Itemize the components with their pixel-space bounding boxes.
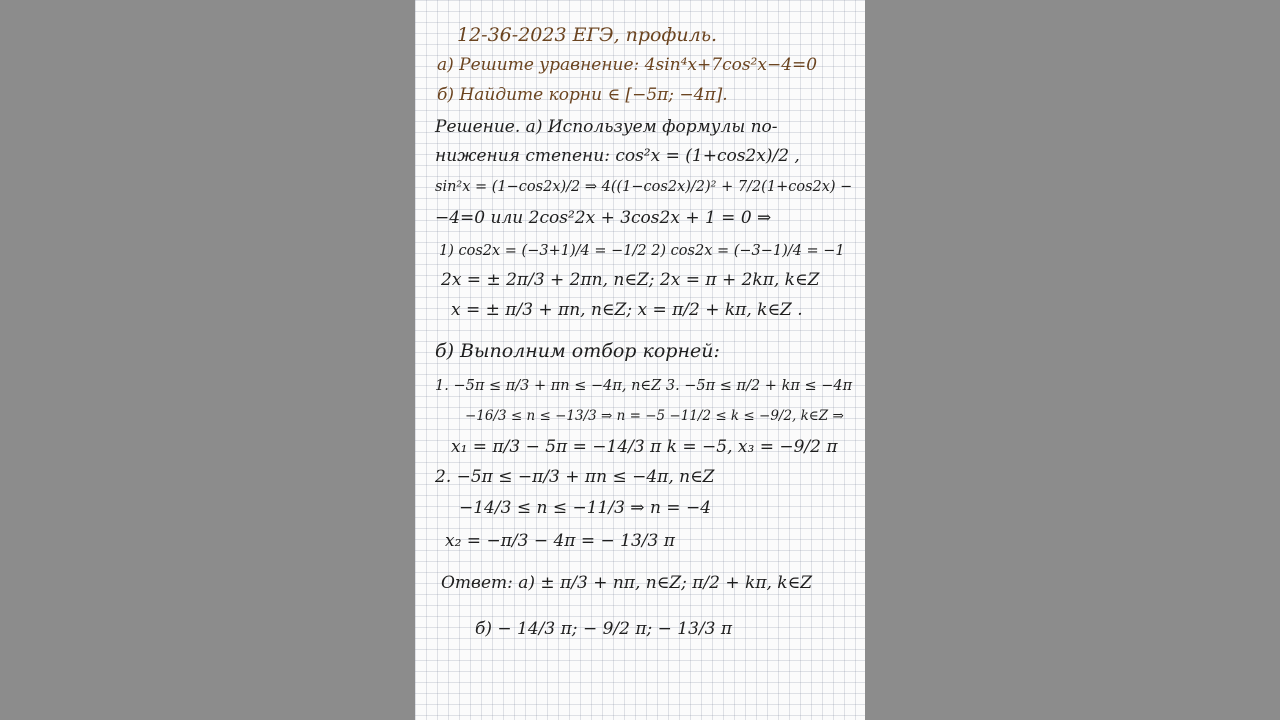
header-title: 12-36-2023 ЕГЭ, профиль. <box>457 24 718 46</box>
answer-a: Ответ: а) ± π/3 + nπ, n∈Z; π/2 + kπ, k∈Z <box>441 573 813 593</box>
selection-line-5: −14/3 ≤ n ≤ −11/3 ⇒ n = −4 <box>459 498 712 518</box>
selection-line-3: x₁ = π/3 − 5π = −14/3 π k = −5, x₃ = −9/2 π <box>451 437 838 457</box>
solution-line-5: 1) cos2x = (−3+1)/4 = −1/2 2) cos2x = (−3−1)/4 = −1 <box>439 243 845 259</box>
solution-line-4: −4=0 или 2cos²2x + 3cos2x + 1 = 0 ⇒ <box>435 208 772 228</box>
grid-paper-sheet <box>415 0 865 720</box>
left-background <box>0 0 415 720</box>
task-b: б) Найдите корни ∈ [−5π; −4π]. <box>437 85 728 105</box>
answer-b: б) − 14/3 π; − 9/2 π; − 13/3 π <box>475 619 733 639</box>
selection-line-4: 2. −5π ≤ −π/3 + πn ≤ −4π, n∈Z <box>435 467 715 487</box>
selection-line-1: 1. −5π ≤ π/3 + πn ≤ −4π, n∈Z 3. −5π ≤ π/2 + kπ ≤ −4π <box>435 378 853 394</box>
solution-line-3: sin²x = (1−cos2x)/2 ⇒ 4((1−cos2x)/2)² + 7/2(1+cos2x) − <box>435 179 853 195</box>
task-a: а) Решите уравнение: 4sin⁴x+7cos²x−4=0 <box>437 55 818 75</box>
solution-line-1: Решение. а) Используем формулы по- <box>435 117 778 137</box>
solution-line-6: 2x = ± 2π/3 + 2πn, n∈Z; 2x = π + 2kπ, k∈Z <box>441 270 820 290</box>
solution-line-7: x = ± π/3 + πn, n∈Z; x = π/2 + kπ, k∈Z . <box>451 300 803 320</box>
selection-line-2: −16/3 ≤ n ≤ −13/3 ⇒ n = −5 −11/2 ≤ k ≤ −9/2, k∈Z ⇒ <box>465 408 844 424</box>
selection-heading: б) Выполним отбор корней: <box>435 340 720 362</box>
selection-line-6: x₂ = −π/3 − 4π = − 13/3 π <box>445 531 675 551</box>
solution-line-2: нижения степени: cos²x = (1+cos2x)/2 , <box>435 146 800 166</box>
right-background <box>865 0 1280 720</box>
